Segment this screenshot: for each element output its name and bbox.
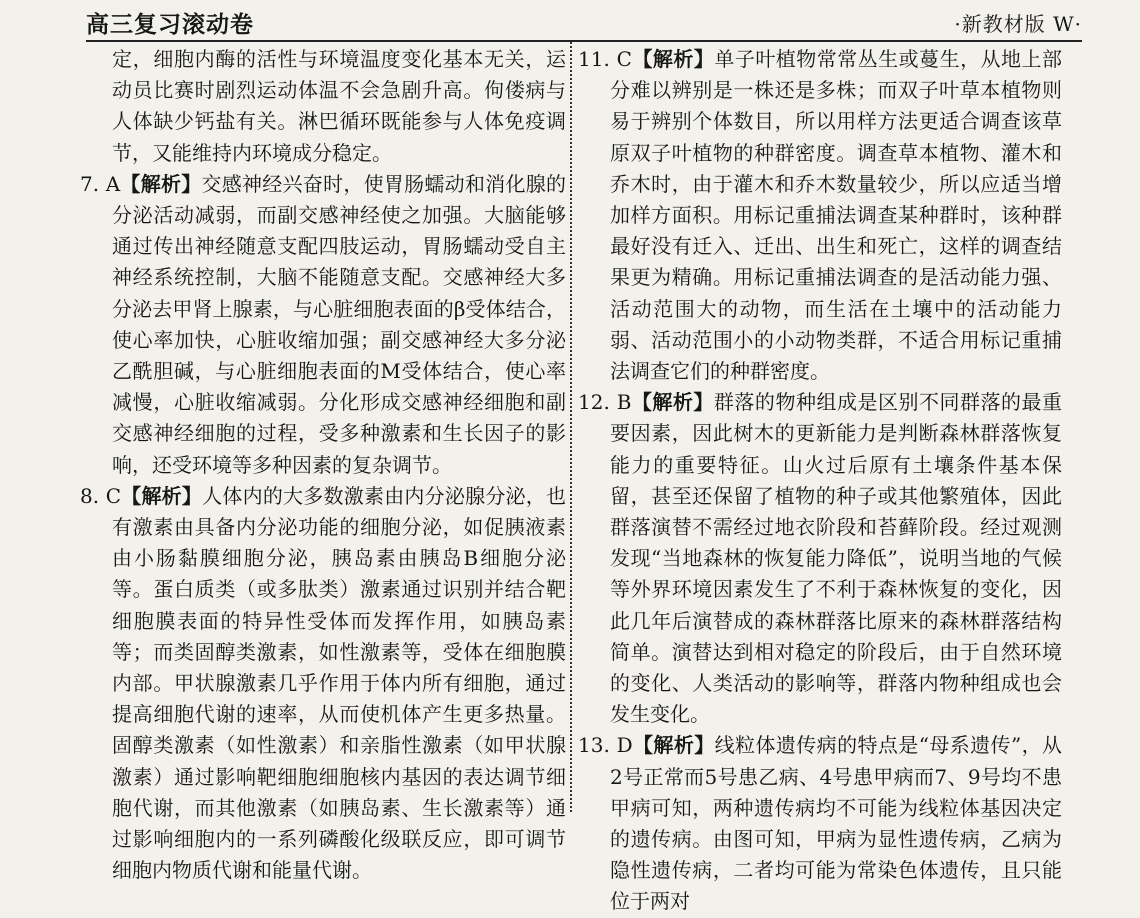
left-column — [80, 44, 566, 886]
item-number: 13. — [578, 733, 610, 758]
analysis-tag: 【解析】 — [631, 47, 715, 71]
analysis-text: 单子叶植物常常丛生或蔓生，从地上部分难以辨别是一株还是多株；而双子叶草本植物则易于辨别个体数目，所以用样方法更适合调查该草原双子叶植物的种群密度。调查草本植物、灌木和乔木时，由于灌木和乔木数量较少，所以应适当增加样方面积。用标记重捕法调查某种群时，该种群最好没有迁入、迁出、出生和死亡，这样的调查结果更为精确。用标记重捕法调查的是活动能力强、活动范围大的动物，而生活在土壤中的活动能力弱、活动范围小的小动物类群，不适合用标记重捕法调查它们的种群密度。 — [610, 47, 1063, 384]
analysis-text: 人体内的大多数激素由内分泌腺分泌，也有激素由具备内分泌功能的细胞分泌，如促胰液素由小肠黏膜细胞分泌，胰岛素由胰岛B细胞分泌等。蛋白质类（或多肽类）激素通过识别并结合靶细胞膜表面的特异性受体而发挥作用，如胰岛素等；而类固醇类激素，如性激素等，受体在细胞膜内部。甲状腺激素几乎作用于体内所有细胞，通过提高细胞代谢的速率，从而使机体产生更多热量。固醇类激素（如性激素）和亲脂性激素（如甲状腺激素）通过影响靶细胞细胞核内基因的表达调节细胞代谢，而其他激素（如胰岛素、生长激素等）通过影响细胞内的一系列磷酸化级联反应，即可调节细胞内物质代谢和能量代谢。 — [112, 483, 567, 883]
item-number: 8. — [80, 483, 100, 508]
analysis-tag: 【解析】 — [632, 733, 715, 758]
answer-item-13 — [578, 730, 1062, 917]
item-number: 11. — [578, 47, 610, 71]
column-divider — [570, 42, 572, 812]
exam-title: 高三复习滚动卷 — [86, 11, 254, 38]
edition-badge: ·新教材版 W· — [954, 12, 1082, 36]
answer-item-11 — [578, 44, 1062, 387]
item-number: 7. — [80, 171, 100, 196]
answer-letter: C — [616, 47, 632, 71]
analysis-tag: 【解析】 — [120, 171, 202, 196]
right-column — [578, 44, 1062, 918]
answer-item-12 — [578, 387, 1062, 730]
answer-letter: A — [105, 171, 121, 196]
answer-letter: D — [616, 733, 633, 758]
analysis-text: 交感神经兴奋时，使胃肠蠕动和消化腺的分泌活动减弱，而副交感神经使之加强。大脑能够通过传出神经随意支配四肢运动，胃肠蠕动受自主神经系统控制，大脑不能随意支配。交感神经大多分泌去甲肾上腺素，与心脏细胞表面的β受体结合，使心率加快，心脏收缩加强；副交感神经大多分泌乙酰胆碱，与心脏细胞表面的M受体结合，使心率减慢，心脏收缩减弱。分化形成交感神经细胞和副交感神经细胞的过程，受多种激素和生长因子的影响，还受环境等多种因素的复杂调节。 — [112, 171, 567, 477]
analysis-text: 群落的物种组成是区别不同群落的最重要因素，因此树木的更新能力是判断森林群落恢复能力的重要特征。山火过后原有土壤条件基本保留，甚至还保留了植物的种子或其他繁殖体，因此群落演替不需经过地衣阶段和苔藓阶段。经过观测发现“当地森林的恢复能力降低”，说明当地的气候等外界环境因素发生了不利于森林恢复的变化，因此几年后演替成的森林群落比原来的森林群落结构简单。演替达到相对稳定的阶段后，由于自然环境的变化、人类活动的影响等，群落内物种组成也会发生变化。 — [610, 390, 1063, 727]
answer-item-8 — [80, 481, 566, 887]
answer-letter: C — [105, 483, 121, 508]
item-number: 12. — [578, 390, 610, 415]
analysis-text: 线粒体遗传病的特点是“母系遗传”，从2号正常而5号患乙病、4号患甲病而7、9号均不患甲病可知，两种遗传病均不可能为线粒体基因决定的遗传病。由图可知，甲病为显性遗传病，乙病为隐性遗传病，二者均可能为常染色体遗传，且只能位于两对 — [610, 733, 1062, 914]
analysis-tag: 【解析】 — [121, 483, 203, 508]
analysis-tag: 【解析】 — [631, 390, 714, 415]
continued-paragraph: 定，细胞内酶的活性与环境温度变化基本无关，运动员比赛时剧烈运动体温不会急剧升高。佝偻病与人体缺少钙盐有关。淋巴循环既能参与人体免疫调节，又能维持内环境成分稳定。 — [112, 47, 566, 165]
page-header — [86, 0, 1082, 42]
answer-item-7 — [80, 169, 566, 481]
answer-letter: B — [616, 390, 632, 415]
